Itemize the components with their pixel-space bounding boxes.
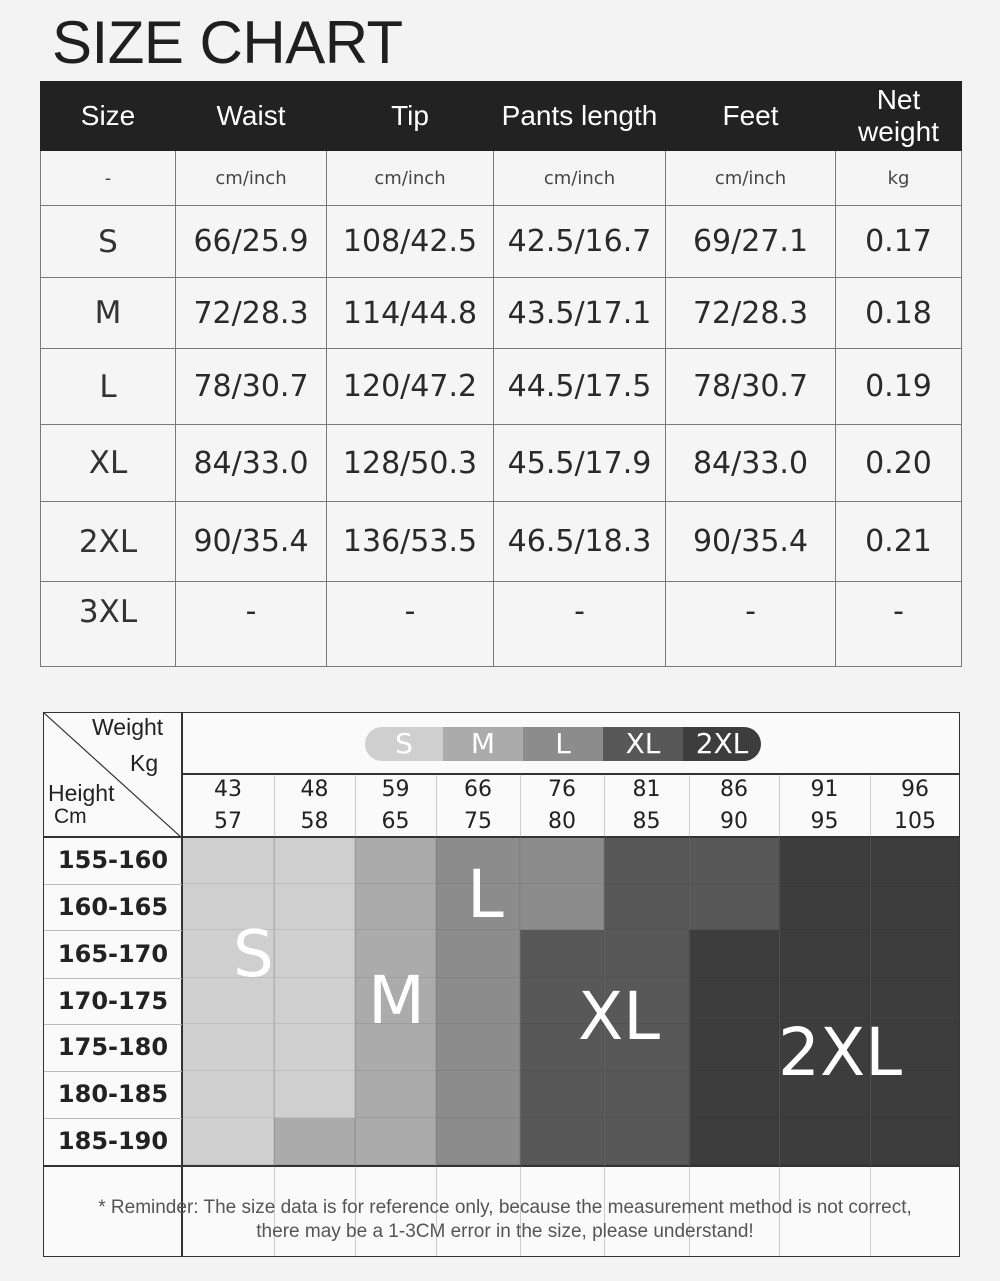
weight-min: 59 xyxy=(381,777,410,802)
weight-column-header xyxy=(274,774,355,838)
height-label: Height xyxy=(48,780,115,806)
grid-bottom-divider xyxy=(44,1165,960,1167)
weight-column-header xyxy=(182,774,274,838)
zone-label-2xl: 2XL xyxy=(778,1014,902,1091)
feet-cell: 72/28.3 xyxy=(666,278,836,349)
table-row xyxy=(41,278,962,349)
column-divider xyxy=(689,774,690,1256)
length-cell: 45.5/17.9 xyxy=(494,425,666,502)
weight-cell: 0.18 xyxy=(836,278,962,349)
header-feet: Feet xyxy=(666,82,836,151)
weight-column-header xyxy=(520,774,604,838)
size-cell: S xyxy=(41,206,176,278)
row-divider xyxy=(44,1071,182,1072)
height-range-label: 170-175 xyxy=(57,987,169,1015)
table-row xyxy=(41,425,962,502)
unit-cell: cm/inch xyxy=(176,151,327,206)
weight-min: 48 xyxy=(300,777,329,802)
tip-cell: 120/47.2 xyxy=(327,349,494,425)
weight-column-header xyxy=(355,774,436,838)
size-cell-2xl xyxy=(779,837,870,884)
tip-cell: 128/50.3 xyxy=(327,425,494,502)
weight-min: 76 xyxy=(548,777,576,802)
size-cell-s xyxy=(274,884,355,930)
size-cell-l xyxy=(436,1024,520,1071)
feet-cell: 78/30.7 xyxy=(666,349,836,425)
weight-max: 75 xyxy=(464,809,492,834)
size-cell-m xyxy=(355,1071,436,1118)
unit-cell: kg xyxy=(836,151,962,206)
zone-label-s: S xyxy=(233,918,274,992)
column-divider xyxy=(436,774,437,1256)
weight-max: 80 xyxy=(548,809,576,834)
weight-max: 95 xyxy=(810,809,839,834)
table-header-row xyxy=(41,82,962,151)
kg-label: Kg xyxy=(130,750,159,776)
weight-min: 81 xyxy=(632,777,661,802)
height-range-label: 165-170 xyxy=(57,940,169,968)
size-cell-2xl xyxy=(870,1118,960,1165)
weight-cell: - xyxy=(836,582,962,667)
size-cell-m xyxy=(355,884,436,930)
weight-max: 58 xyxy=(300,809,329,834)
size-cell: XL xyxy=(41,425,176,502)
height-range-label: 155-160 xyxy=(57,846,169,874)
weight-max: 90 xyxy=(720,809,748,834)
weight-column-header xyxy=(436,774,520,838)
weight-column-header xyxy=(779,774,870,838)
size-cell-l xyxy=(436,978,520,1024)
length-cell: 43.5/17.1 xyxy=(494,278,666,349)
weight-max: 57 xyxy=(214,809,242,834)
feet-cell: 84/33.0 xyxy=(666,425,836,502)
size-cell-2xl xyxy=(689,1071,779,1118)
size-cell-m xyxy=(355,1118,436,1165)
tip-cell: 108/42.5 xyxy=(327,206,494,278)
size-cell-l xyxy=(436,1071,520,1118)
size-cell-s xyxy=(182,1071,274,1118)
height-range-label: 160-165 xyxy=(57,893,169,921)
header-size: Size xyxy=(41,82,176,151)
weight-cell: 0.17 xyxy=(836,206,962,278)
legend-l: L xyxy=(523,727,603,761)
size-cell-xl xyxy=(520,1118,604,1165)
weight-column-header xyxy=(604,774,689,838)
reminder-line-1: * Reminder: The size data is for reference only, because the measurement method is not correct, xyxy=(98,1197,912,1218)
size-cell-2xl xyxy=(870,930,960,978)
column-divider xyxy=(355,774,356,1256)
table-row xyxy=(41,206,962,278)
size-cell-2xl xyxy=(870,837,960,884)
size-cell-s xyxy=(182,837,274,884)
height-range-label: 175-180 xyxy=(57,1033,169,1061)
length-cell: 46.5/18.3 xyxy=(494,502,666,582)
size-cell-l xyxy=(436,1118,520,1165)
size-cell: 3XL xyxy=(41,582,176,667)
column-divider xyxy=(520,774,521,1256)
header-pants-length: Pants length xyxy=(494,82,666,151)
weight-column-header xyxy=(870,774,960,838)
feet-cell: 90/35.4 xyxy=(666,502,836,582)
waist-cell: 78/30.7 xyxy=(176,349,327,425)
waist-cell: - xyxy=(176,582,327,667)
weight-label: Weight xyxy=(92,714,164,740)
waist-cell: 84/33.0 xyxy=(176,425,327,502)
weight-max: 105 xyxy=(894,809,936,834)
row-divider xyxy=(44,884,182,885)
size-cell-2xl xyxy=(689,1118,779,1165)
size-cell-2xl xyxy=(689,930,779,978)
size-cell-s xyxy=(274,1071,355,1118)
unit-cell: cm/inch xyxy=(666,151,836,206)
weight-cell: 0.20 xyxy=(836,425,962,502)
weight-min: 96 xyxy=(901,777,929,802)
size-cell-l xyxy=(520,884,604,930)
weight-cell: 0.21 xyxy=(836,502,962,582)
zone-label-xl: XL xyxy=(578,978,660,1055)
length-cell: 44.5/17.5 xyxy=(494,349,666,425)
table-row xyxy=(41,502,962,582)
size-table xyxy=(40,81,962,667)
legend-s: S xyxy=(365,727,443,761)
tip-cell: 114/44.8 xyxy=(327,278,494,349)
size-cell-s xyxy=(274,978,355,1024)
size-cell: 2XL xyxy=(41,502,176,582)
weight-min: 66 xyxy=(464,777,492,802)
size-cell-s xyxy=(182,1118,274,1165)
size-cell-2xl xyxy=(689,978,779,1024)
size-cell-s xyxy=(182,1024,274,1071)
size-cell-l xyxy=(520,837,604,884)
row-divider xyxy=(44,930,182,931)
table-row xyxy=(41,349,962,425)
size-cell-2xl xyxy=(689,1024,779,1071)
unit-cell: cm/inch xyxy=(327,151,494,206)
weight-max: 65 xyxy=(381,809,410,834)
reminder-line-2: there may be a 1-3CM error in the size, please understand! xyxy=(256,1221,754,1242)
waist-cell: 90/35.4 xyxy=(176,502,327,582)
size-cell-l xyxy=(436,930,520,978)
tip-cell: - xyxy=(327,582,494,667)
reminder-note xyxy=(50,1196,960,1244)
size-cell-xl xyxy=(604,837,689,884)
size-cell-xl xyxy=(604,1071,689,1118)
size-cell-2xl xyxy=(779,884,870,930)
tip-cell: 136/53.5 xyxy=(327,502,494,582)
zone-label-m: M xyxy=(368,962,425,1039)
weight-max: 85 xyxy=(632,809,661,834)
size-cell-s xyxy=(274,930,355,978)
cm-label: Cm xyxy=(54,805,87,828)
weight-min: 43 xyxy=(214,777,242,802)
table-row xyxy=(41,582,962,667)
feet-cell: - xyxy=(666,582,836,667)
page-title: SIZE CHART xyxy=(52,9,403,76)
length-cell: 42.5/16.7 xyxy=(494,206,666,278)
unit-cell: - xyxy=(41,151,176,206)
size-cell-xl xyxy=(689,884,779,930)
units-row xyxy=(41,151,962,206)
height-range-label: 180-185 xyxy=(57,1080,169,1108)
unit-cell: cm/inch xyxy=(494,151,666,206)
column-divider xyxy=(274,774,275,1256)
row-divider xyxy=(44,1024,182,1025)
size-cell-xl xyxy=(520,930,604,978)
header-net-weight: Net weight xyxy=(836,82,962,151)
size-cell-m xyxy=(274,1118,355,1165)
size-cell: M xyxy=(41,278,176,349)
legend-m: M xyxy=(443,727,523,761)
size-cell-s xyxy=(274,1024,355,1071)
zone-label-l: L xyxy=(467,856,504,933)
size-cell-xl xyxy=(604,930,689,978)
size-cell-2xl xyxy=(870,884,960,930)
row-divider xyxy=(44,978,182,979)
size-cell-s xyxy=(274,837,355,884)
length-cell: - xyxy=(494,582,666,667)
size-cell-xl xyxy=(520,1071,604,1118)
weight-min: 86 xyxy=(720,777,748,802)
header-waist: Waist xyxy=(176,82,327,151)
size-cell-xl xyxy=(689,837,779,884)
size-cell-xl xyxy=(604,1118,689,1165)
weight-cell: 0.19 xyxy=(836,349,962,425)
size-cell: L xyxy=(41,349,176,425)
row-divider xyxy=(44,1118,182,1119)
size-cell-2xl xyxy=(779,930,870,978)
size-cell-xl xyxy=(604,884,689,930)
legend-xl: XL xyxy=(603,727,683,761)
weight-min: 91 xyxy=(810,777,839,802)
waist-cell: 72/28.3 xyxy=(176,278,327,349)
header-tip: Tip xyxy=(327,82,494,151)
legend-2xl: 2XL xyxy=(683,727,761,761)
weight-column-header xyxy=(689,774,779,838)
height-range-label: 185-190 xyxy=(57,1127,169,1155)
feet-cell: 69/27.1 xyxy=(666,206,836,278)
size-cell-m xyxy=(355,837,436,884)
waist-cell: 66/25.9 xyxy=(176,206,327,278)
size-cell-2xl xyxy=(779,1118,870,1165)
